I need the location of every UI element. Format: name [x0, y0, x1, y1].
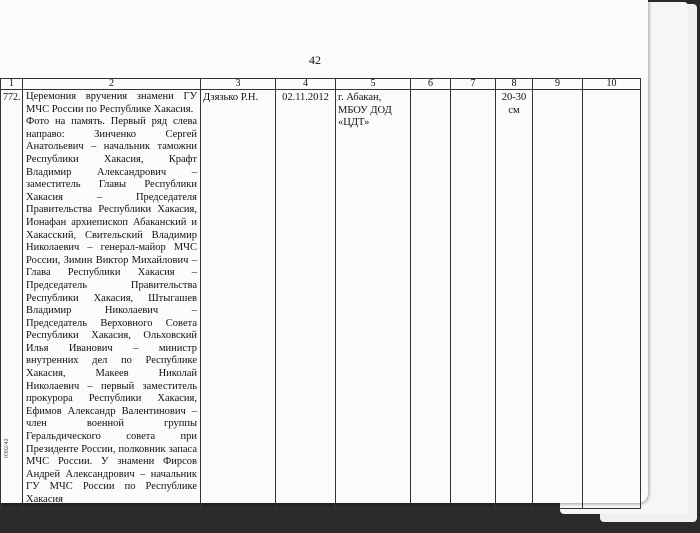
table-row	[1, 90, 641, 509]
header-row	[1, 79, 641, 90]
col9-cell	[533, 90, 583, 509]
header-col-10: 10	[583, 79, 641, 90]
item-description	[23, 90, 201, 509]
header-col-5: 5	[336, 79, 411, 90]
header-col-2: 2	[23, 79, 201, 90]
catalog-table	[0, 78, 641, 509]
row-number: 772.	[1, 90, 23, 509]
size-cell: 20-30 см	[496, 90, 533, 509]
header-col-9: 9	[533, 79, 583, 90]
header-col-1: 1	[1, 79, 23, 90]
col7-cell	[451, 90, 496, 509]
page-number: 42	[309, 53, 321, 67]
header-col-4: 4	[276, 79, 336, 90]
archive-mark: 0302/42	[4, 438, 10, 458]
col10-cell	[583, 90, 641, 509]
photo-description: Фото на память. Первый ряд слева направо: Зинченко Сергей Анатольевич – начальник таможни Республики Хакасия, Крафт Владимир Александрович – заместитель Главы Республики Хакасия – Председателя Правительства Республики Хакасия, Ионафан архиепископ Абаканский и Хакасский, Свительский Владимир Николаевич – генерал-майор МЧС России, Зимин Виктор Михайлович – Глава Республики Хакасия – Председатель Правительства Республики Хакасия, Штыгашев Владимир Николаевич – Председатель Верховного Совета Республики Хакасия, Ольховский Илья Иванович – министр внутренних дел по Республике Хакасия, Макеев Николай Николаевич – первый заместитель прокурора Республики Хакасия, Ефимов Александр Валентинович – член военной группы Геральдического совета при Президенте России, полковник запаса МЧС России. У знамени Фирсов Андрей Александрович – начальник ГУ МЧС России по Республике Хакасия	[26, 116, 197, 505]
header-col-8: 8	[496, 79, 533, 90]
date-cell: 02.11.2012	[276, 90, 336, 509]
item-title: Церемония вручения знамени ГУ МЧС России по Республике Хакасия.	[26, 91, 197, 115]
place-cell: г. Абакан, МБОУ ДОД «ЦДТ»	[336, 90, 411, 509]
header-col-6: 6	[411, 79, 451, 90]
col6-cell	[411, 90, 451, 509]
author-cell: Дзязько Р.Н.	[201, 90, 276, 509]
header-col-7: 7	[451, 79, 496, 90]
header-col-3: 3	[201, 79, 276, 90]
